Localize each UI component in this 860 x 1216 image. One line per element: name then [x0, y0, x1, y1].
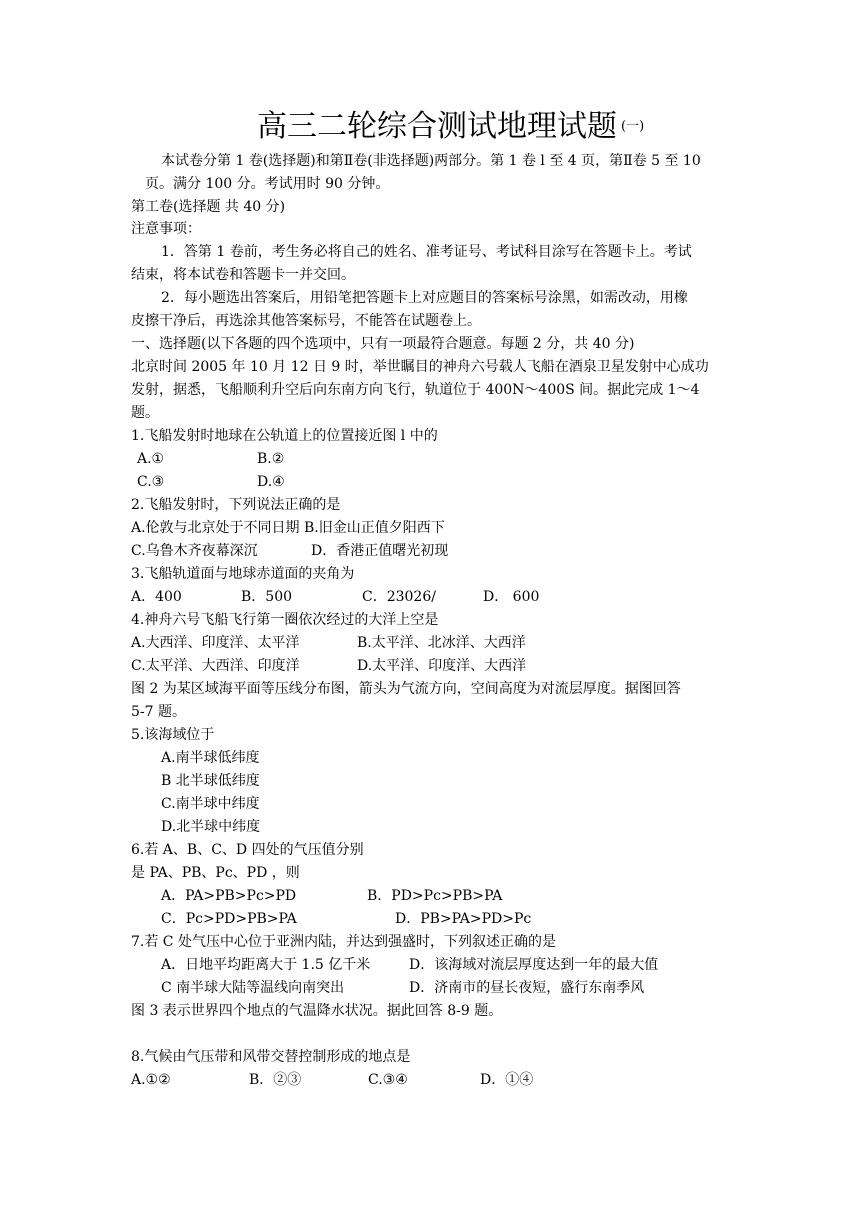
q4-option-b: B.太平洋、北冰洋、大西洋 [357, 635, 526, 651]
notice-line-2: 结束，将本试卷和答题卡一并交回。 [131, 267, 355, 283]
q1-option-b: B.② [257, 451, 285, 467]
q4-stem: 4.神舟六号飞船飞行第一圈依次经过的大洋上空是 [131, 612, 439, 628]
q8-option-b: B．②③ [249, 1072, 302, 1088]
notice-line-1: 1．答第 1 卷前，考生务必将自己的姓名、准考证号、考试科目涂写在答题卡上。考试 [161, 244, 692, 260]
notice-line-4: 皮擦干净后，再选涂其他答案标号，不能答在试题卷上。 [131, 313, 481, 329]
q7-option-d: D．济南市的昼长夜短，盛行东南季风 [409, 980, 645, 996]
q2-option-ab: A.伦敦与北京处于不同日期 B.旧金山正值夕阳西下 [131, 520, 445, 536]
q8-option-d: D．①④ [480, 1072, 534, 1088]
passage3: 图 3 表示世界四个地点的气温降水状况。据此回答 8-9 题。 [131, 1003, 503, 1019]
notice-title: 注意事项： [131, 221, 201, 237]
q5-option-c: C.南半球中纬度 [161, 796, 260, 812]
section1-title: 第工卷(选择题 共 40 分) [131, 199, 286, 215]
q5-stem: 5.该海域位于 [131, 727, 215, 743]
q2-option-c: C.乌鲁木齐夜幕深沉 [131, 543, 258, 559]
q7-option-a: A．日地平均距离大于 1.5 亿千米 [161, 957, 371, 973]
q7-option-b: D．该海域对流层厚度达到一年的最大值 [409, 957, 659, 973]
q5-option-d: D.北半球中纬度 [161, 819, 261, 835]
q6-option-d: D．PB>PA>PD>Pc [395, 911, 532, 927]
q7-stem: 7.若 C 处气压中心位于亚洲内陆，并达到强盛时，下列叙述正确的是 [131, 934, 556, 950]
q2-option-d: D．香港正值曙光初现 [311, 543, 449, 559]
q6-option-c: C．Pc>PD>PB>PA [161, 911, 297, 927]
passage2-line-2: 5-7 题。 [131, 704, 186, 720]
q8-option-c: C.③④ [368, 1072, 408, 1088]
intro-line-1: 本试卷分第 1 卷(选择题)和第Ⅱ卷(非选择题)两部分。第 1 卷 l 至 4 页，第Ⅱ卷 5 至 10 [161, 153, 701, 169]
q4-option-d: D.太平洋、印度洋、大西洋 [357, 658, 527, 674]
q4-option-a: A.大西洋、印度洋、太平洋 [131, 635, 300, 651]
q6-option-b: B．PD>Pc>PB>PA [367, 888, 503, 904]
q3-option-c: C．23026/ [362, 589, 436, 605]
intro-line-2: 页。满分 100 分。考试用时 90 分钟。 [145, 176, 390, 192]
passage1-line-1: 北京时间 2005 年 10 月 12 日 9 时，举世瞩目的神舟六号载人飞船在酒泉卫星发射中心成功 [131, 359, 709, 375]
q5-option-a: A.南半球低纬度 [161, 750, 260, 766]
passage1-line-3: 题。 [131, 405, 159, 421]
title-main: 高三二轮综合测试地理试题 [257, 109, 617, 144]
q8-stem: 8.气候由气压带和风带交替控制形成的地点是 [131, 1049, 411, 1065]
q1-option-d: D.④ [257, 474, 285, 490]
page-title [257, 107, 644, 147]
q4-option-c: C.太平洋、大西洋、印度洋 [131, 658, 300, 674]
q3-stem: 3.飞船轨道面与地球赤道面的夹角为 [131, 566, 355, 582]
q6-stem-1: 6.若 A、B、C、D 四处的气压值分别 [131, 842, 364, 858]
q6-stem-2: 是 PA、PB、Pc、PD ，则 [131, 865, 300, 881]
q8-option-a: A.①② [131, 1072, 171, 1088]
q1-option-c: C.③ [137, 474, 165, 490]
passage2-line-1: 图 2 为某区域海平面等压线分布图，箭头为气流方向，空间高度为对流层厚度。据图回答 [131, 681, 681, 697]
notice-line-3: 2．每小题选出答案后，用铅笔把答题卡上对应题目的答案标号涂黑，如需改动，用橡 [161, 290, 688, 306]
title-suffix: (一) [621, 119, 645, 134]
q5-option-b: B 北半球低纬度 [161, 773, 260, 789]
passage1-line-2: 发射，据悉，飞船顺利升空后向东南方向飞行，轨道位于 400N～400S 间。据此完成 1～4 [131, 382, 700, 398]
q2-stem: 2.飞船发射时，下列说法正确的是 [131, 497, 341, 513]
q1-option-a: A.① [137, 451, 165, 467]
q1-stem: 1.飞船发射时地球在公轨道上的位置接近图 l 中的 [131, 428, 438, 444]
q3-option-a: A．400 [131, 589, 182, 605]
q3-option-b: B．500 [241, 589, 293, 605]
q3-option-d: D． 600 [483, 589, 540, 605]
q6-option-a: A．PA>PB>Pc>PD [161, 888, 297, 904]
part1-title: 一、选择题(以下各题的四个选项中，只有一项最符合题意。每题 2 分，共 40 分) [131, 336, 635, 352]
q7-option-c: C 南半球大陆等温线向南突出 [161, 980, 345, 996]
